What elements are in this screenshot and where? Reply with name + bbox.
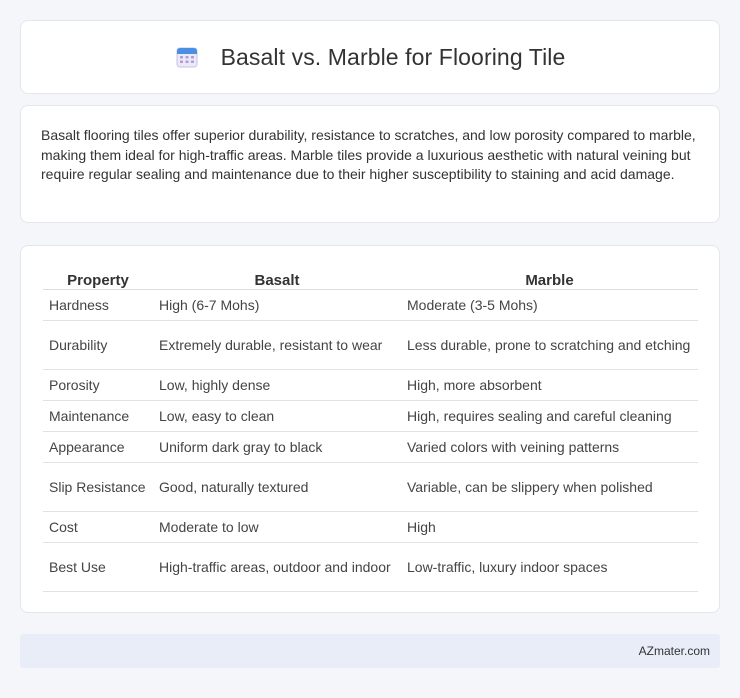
comparison-card xyxy=(20,245,720,613)
marble-cell: Varied colors with veining patterns xyxy=(401,432,698,463)
table-row xyxy=(43,463,698,512)
basalt-cell: Extremely durable, resistant to wear xyxy=(153,321,401,370)
property-cell: Maintenance xyxy=(43,401,153,432)
table-row xyxy=(43,290,698,321)
basalt-cell: High-traffic areas, outdoor and indoor xyxy=(153,543,401,592)
title-card xyxy=(20,20,720,94)
property-cell: Appearance xyxy=(43,432,153,463)
footer-bar xyxy=(20,634,720,668)
basalt-cell: Low, easy to clean xyxy=(153,401,401,432)
marble-cell: High, requires sealing and careful cleaning xyxy=(401,401,698,432)
marble-cell: Variable, can be slippery when polished xyxy=(401,463,698,512)
header-marble: Marble xyxy=(401,266,698,290)
property-cell: Porosity xyxy=(43,370,153,401)
basalt-cell: Low, highly dense xyxy=(153,370,401,401)
basalt-cell: Good, naturally textured xyxy=(153,463,401,512)
table-row xyxy=(43,512,698,543)
marble-cell: Less durable, prone to scratching and etching xyxy=(401,321,698,370)
calendar-icon xyxy=(175,45,199,69)
property-cell: Cost xyxy=(43,512,153,543)
table-row xyxy=(43,370,698,401)
page-title: Basalt vs. Marble for Flooring Tile xyxy=(220,43,566,70)
header-property: Property xyxy=(43,266,153,290)
marble-cell: Moderate (3-5 Mohs) xyxy=(401,290,698,321)
basalt-cell: High (6-7 Mohs) xyxy=(153,290,401,321)
summary-card xyxy=(20,105,720,223)
property-cell: Durability xyxy=(43,321,153,370)
table-row xyxy=(43,401,698,432)
table-header-row xyxy=(43,266,698,290)
marble-cell: High, more absorbent xyxy=(401,370,698,401)
table-row xyxy=(43,432,698,463)
property-cell: Hardness xyxy=(43,290,153,321)
property-cell: Slip Resistance xyxy=(43,463,153,512)
marble-cell: High xyxy=(401,512,698,543)
comparison-table xyxy=(43,266,698,592)
table-row xyxy=(43,321,698,370)
basalt-cell: Moderate to low xyxy=(153,512,401,543)
title-row xyxy=(175,44,566,71)
basalt-cell: Uniform dark gray to black xyxy=(153,432,401,463)
table-row xyxy=(43,543,698,592)
footer-source: AZmater.com xyxy=(638,644,710,658)
header-basalt: Basalt xyxy=(153,266,401,290)
property-cell: Best Use xyxy=(43,543,153,592)
marble-cell: Low-traffic, luxury indoor spaces xyxy=(401,543,698,592)
summary-paragraph: Basalt flooring tiles offer superior durability, resistance to scratches, and low porosity compared to marble, making them ideal for high-traffic areas. Marble tiles provide a luxurious aesthetic with natural veining but require regular sealing and maintenance due to their higher susceptibility to staining and acid damage. xyxy=(41,127,696,182)
